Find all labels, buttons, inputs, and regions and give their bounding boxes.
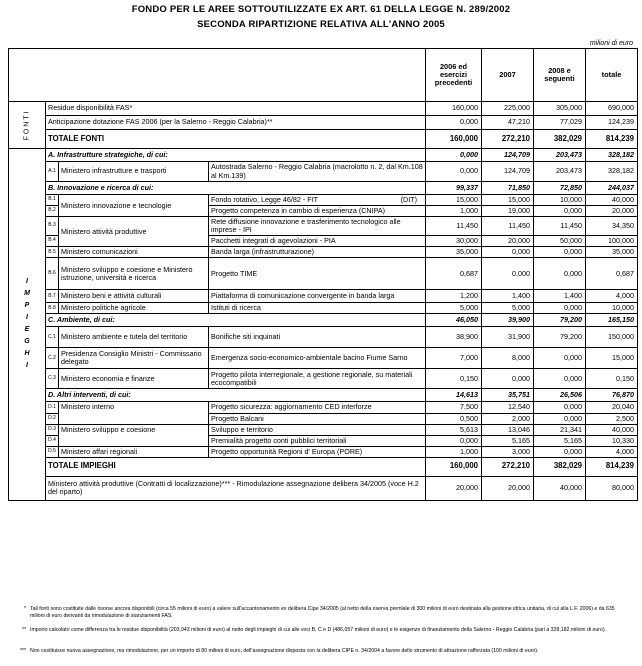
col-header-2007: 2007 [482, 49, 534, 102]
ministry: Ministero affari regionali [59, 446, 209, 457]
ministry: Presidenza Consiglio Ministri - Commissario delegato [59, 348, 209, 369]
cell: 5,165 [534, 435, 586, 446]
cell: 20,040 [586, 402, 638, 413]
row-code: B.3 [46, 217, 59, 236]
project: Fondo rotativo, Legge 46/82 - FIT (DIT) [209, 195, 426, 206]
project: Istituti di ricerca [209, 303, 426, 314]
cell: 40,000 [586, 195, 638, 206]
cell: 38,900 [426, 327, 482, 348]
cell: 0,000 [482, 247, 534, 258]
cell: 35,000 [586, 247, 638, 258]
cell: 19,000 [482, 206, 534, 217]
total-fonti-row [9, 130, 638, 149]
cell: 0,000 [534, 247, 586, 258]
cell: 0,000 [534, 446, 586, 457]
cell: 203,473 [534, 162, 586, 182]
table-row [9, 195, 638, 206]
cell: 203,473 [534, 149, 586, 162]
cell: 0,000 [534, 206, 586, 217]
project: Progetto TIME [209, 258, 426, 290]
cell: 76,870 [586, 389, 638, 402]
cell: 40,000 [586, 424, 638, 435]
cell: 690,000 [586, 102, 638, 116]
total-label: TOTALE IMPIEGHI [46, 457, 426, 476]
project: Piattaforma di comunicazione convergente in banda larga [209, 290, 426, 303]
ministry: Ministero comunicazioni [59, 247, 209, 258]
footnote-mark: ** [21, 627, 26, 633]
cell: 20,000 [482, 236, 534, 247]
cell: 382,029 [534, 457, 586, 476]
ministry: Ministero attività produttive [59, 217, 209, 247]
cell: 814,239 [586, 130, 638, 149]
cell: 10,000 [586, 303, 638, 314]
ministry: Ministero sviluppo e coesione e Ministero istruzione, università e ricerca [59, 258, 209, 290]
cell: 2,500 [586, 413, 638, 424]
section-row [9, 182, 638, 195]
header-blank [9, 49, 426, 102]
cell: 0,000 [534, 413, 586, 424]
table-row [9, 258, 638, 290]
cell: 124,709 [482, 149, 534, 162]
cell: 79,200 [534, 327, 586, 348]
col-header-total: totale [586, 49, 638, 102]
table-row [9, 303, 638, 314]
table-row [9, 162, 638, 182]
cell: 124,709 [482, 162, 534, 182]
cell: 814,239 [586, 457, 638, 476]
cell: 7,000 [426, 348, 482, 369]
project: Rete diffusione innovazione e trasferimento tecnologico alle imprese - IPI [209, 217, 426, 236]
cell: 5,613 [426, 424, 482, 435]
cell: 14,613 [426, 389, 482, 402]
row-desc: Anticipazione dotazione FAS 2006 (per la Salerno - Reggio Calabria)** [46, 116, 426, 130]
cell: 21,341 [534, 424, 586, 435]
impieghi-letters: I M P I E G H I [24, 278, 30, 370]
section-label: C. Ambiente, di cui: [46, 314, 426, 327]
cell: 31,900 [482, 327, 534, 348]
cell: 0,000 [534, 303, 586, 314]
cell: 272,210 [482, 130, 534, 149]
cell: 11,450 [426, 217, 482, 236]
project: Progetto pilota interregionale, a gestione regionale, su materiali ecocompatibili [209, 369, 426, 389]
cell: 4,000 [586, 290, 638, 303]
ministry: Ministero infrastrutture e trasporti [59, 162, 209, 182]
row-code: B.6 [46, 258, 59, 290]
cell: 0,000 [426, 149, 482, 162]
cell: 3,000 [482, 446, 534, 457]
footnote [19, 648, 630, 655]
table-row [9, 102, 638, 116]
cell: 72,850 [534, 182, 586, 195]
section-label: A. Infrastrutture strategiche, di cui: [46, 149, 426, 162]
cell: 160,000 [426, 457, 482, 476]
col-header-2008: 2008 e seguenti [534, 49, 586, 102]
cell: 10,330 [586, 435, 638, 446]
row-code: D.1 [46, 402, 59, 413]
row-desc: Residue disponibilità FAS* [46, 102, 426, 116]
cell: 15,000 [586, 348, 638, 369]
page-subtitle: SECONDA RIPARTIZIONE RELATIVA ALL'ANNO 2005 [197, 19, 445, 30]
allocation-table [8, 48, 638, 501]
cell: 0,000 [534, 258, 586, 290]
cell: 328,182 [586, 162, 638, 182]
row-code: D.3 [46, 424, 59, 435]
page-title: FONDO PER LE AREE SOTTOUTILIZZATE EX ART. 61 DELLA LEGGE N. 289/2002 [131, 4, 511, 15]
cell: 0,000 [534, 402, 586, 413]
table-row [9, 116, 638, 130]
cell: 328,182 [586, 149, 638, 162]
cell: 124,239 [586, 116, 638, 130]
section-row [9, 389, 638, 402]
header-row [9, 49, 638, 102]
cell: 80,000 [586, 476, 638, 500]
cell: 30,000 [426, 236, 482, 247]
cell: 0,000 [426, 435, 482, 446]
cell: 100,000 [586, 236, 638, 247]
footnote [23, 606, 630, 620]
row-code: B.1 [46, 195, 59, 206]
cell: 305,000 [534, 102, 586, 116]
project: Progetto opportunità Regioni d' Europa (PORE) [209, 446, 426, 457]
footnote-text: Tali fonti sono costituite dalle risorse ancora disponibili (circa 55 milioni di euro) a valere sull'accantonamento ex delibera Cipe 34/2005 (al netto della riserva premiale di 300 milioni di euro destinata alla gestione idrica unitaria, di cui alla L.F. 2006) e da 635 milioni di euro derivanti da rimodulazione di stanziamenti FAS. [30, 606, 615, 619]
ministry: Ministero innovazione e tecnologie [59, 195, 209, 217]
row-code: B.5 [46, 247, 59, 258]
table-row [9, 290, 638, 303]
ministry: Ministero ambiente e tutela del territorio [59, 327, 209, 348]
cell: 244,037 [586, 182, 638, 195]
cell: 225,000 [482, 102, 534, 116]
cell: 26,506 [534, 389, 586, 402]
project: Progetto Balcani [209, 413, 426, 424]
table-row [9, 348, 638, 369]
cell: 50,000 [534, 236, 586, 247]
cell: 0,000 [534, 348, 586, 369]
ministry: Ministero interno [59, 402, 209, 424]
footnote-text: Non costituisce nuova assegnazione, ma rimodulazione, per un importo di 80 milioni di euro, dell'assegnazione disposta con la delibera CIPE n. 34/2004 a favore dello strumento di attrazione rafforzata (100 milioni di euro). [30, 648, 539, 654]
unit-label: milioni di euro [589, 40, 633, 47]
extra-row [9, 476, 638, 500]
row-code: C.1 [46, 327, 59, 348]
cell: 71,850 [482, 182, 534, 195]
row-desc: Ministero attività produttive (Contratti di localizzazione)*** - Rimodulazione assegnazione delibera 34/2005 (voce H.2 del riparto) [46, 476, 426, 500]
cell: 46,050 [426, 314, 482, 327]
cell: 20,000 [586, 206, 638, 217]
cell: 8,000 [482, 348, 534, 369]
cell: 0,687 [586, 258, 638, 290]
cell: 0,687 [426, 258, 482, 290]
project: Progetto sicurezza: aggiornamento CED interforze [209, 402, 426, 413]
cell: 272,210 [482, 457, 534, 476]
cell: 0,000 [426, 116, 482, 130]
row-code: D.2 [46, 413, 59, 424]
project: Progetto competenza in cambio di esperienza (CNIPA) [209, 206, 426, 217]
cell: 40,000 [534, 476, 586, 500]
cell: 0,000 [534, 369, 586, 389]
cell: 150,000 [586, 327, 638, 348]
cell: 160,000 [426, 102, 482, 116]
footnote-text: Importo calcolato come differenza tra le residue disponibilità (203,943 milioni di euro) al netto degli impieghi di cui alle voci B, C e D (486,057 milioni di euro) e le esigenze di finanziamento della Salerno - Reggio Calabria (pari a 328,182 milioni di euro). [30, 627, 607, 633]
project: Pacchetti integrati di agevolazioni - PIA [209, 236, 426, 247]
cell: 0,000 [482, 369, 534, 389]
row-code: C.2 [46, 348, 59, 369]
cell: 160,000 [426, 130, 482, 149]
cell: 13,046 [482, 424, 534, 435]
cell: 0,500 [426, 413, 482, 424]
ministry: Ministero economia e finanze [59, 369, 209, 389]
row-code: B.8 [46, 303, 59, 314]
table-row [9, 327, 638, 348]
footnote-mark: *** [19, 648, 26, 654]
fonti-side-label: FONTI [9, 102, 46, 149]
table-row [9, 424, 638, 435]
row-code: D.4 [46, 435, 59, 446]
cell: 5,000 [482, 303, 534, 314]
footnote-mark: * [23, 606, 26, 612]
cell: 20,000 [426, 476, 482, 500]
project: Autostrada Salerno - Reggio Calabria (macrolotto n. 2, dal Km.108 al Km.139) [209, 162, 426, 182]
ministry: Ministero sviluppo e coesione [59, 424, 209, 446]
ministry: Ministero beni e attività culturali [59, 290, 209, 303]
cell: 1,000 [426, 206, 482, 217]
cell: 0,150 [586, 369, 638, 389]
section-row [9, 314, 638, 327]
table-row [9, 217, 638, 236]
project: Emergenza socio-economico-ambientale bacino Fiume Sarno [209, 348, 426, 369]
cell: 35,000 [426, 247, 482, 258]
row-code: B.2 [46, 206, 59, 217]
cell: 11,450 [482, 217, 534, 236]
cell: 15,000 [482, 195, 534, 206]
ministry: Ministero politiche agricole [59, 303, 209, 314]
cell: 0,000 [426, 162, 482, 182]
cell: 4,000 [586, 446, 638, 457]
cell: 47,210 [482, 116, 534, 130]
project-tag: (DIT) [400, 195, 417, 204]
project: Premialità progetto conti pubblici territoriali [209, 435, 426, 446]
cell: 15,000 [426, 195, 482, 206]
table-row [9, 446, 638, 457]
section-label: D. Altri interventi, di cui: [46, 389, 426, 402]
table-row [9, 369, 638, 389]
cell: 2,000 [482, 413, 534, 424]
cell: 382,029 [534, 130, 586, 149]
cell: 1,400 [534, 290, 586, 303]
cell: 12,540 [482, 402, 534, 413]
total-label: TOTALE FONTI [46, 130, 426, 149]
cell: 7,500 [426, 402, 482, 413]
cell: 34,350 [586, 217, 638, 236]
cell: 79,200 [534, 314, 586, 327]
cell: 20,000 [482, 476, 534, 500]
cell: 1,000 [426, 446, 482, 457]
impieghi-side-label [9, 149, 46, 501]
cell: 99,337 [426, 182, 482, 195]
cell: 0,000 [482, 258, 534, 290]
col-header-2006: 2006 ed esercizi precedenti [426, 49, 482, 102]
cell: 10,000 [534, 195, 586, 206]
cell: 11,450 [534, 217, 586, 236]
footnote [21, 627, 630, 634]
row-code: B.4 [46, 236, 59, 247]
cell: 35,751 [482, 389, 534, 402]
total-impieghi-row [9, 457, 638, 476]
cell: 77,029 [534, 116, 586, 130]
table-row [9, 247, 638, 258]
project: Bonifiche siti inquinati [209, 327, 426, 348]
cell: 5,000 [426, 303, 482, 314]
section-label: B. Innovazione e ricerca di cui: [46, 182, 426, 195]
project: Banda larga (infrastrutturazione) [209, 247, 426, 258]
cell: 1,400 [482, 290, 534, 303]
row-code: D.5 [46, 446, 59, 457]
cell: 0,150 [426, 369, 482, 389]
table-row [9, 402, 638, 413]
cell: 1,200 [426, 290, 482, 303]
cell: 5,165 [482, 435, 534, 446]
project: Sviluppo e territorio [209, 424, 426, 435]
cell: 39,900 [482, 314, 534, 327]
section-row [9, 149, 638, 162]
row-code: C.3 [46, 369, 59, 389]
cell: 165,150 [586, 314, 638, 327]
row-code: B.7 [46, 290, 59, 303]
row-code: A.1 [46, 162, 59, 182]
